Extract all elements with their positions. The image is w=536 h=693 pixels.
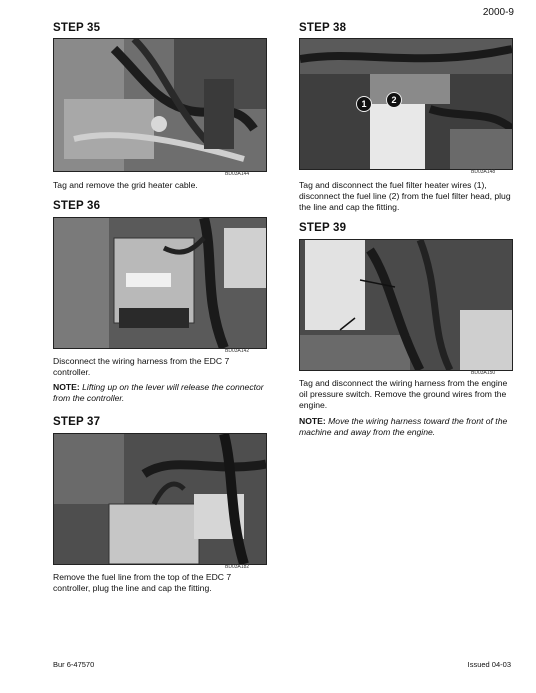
footer-document-number: Bur 6-47570	[53, 660, 95, 669]
step-35-figure-code: BD03A144	[225, 171, 250, 177]
step-39-note	[299, 416, 512, 438]
step-37-text: Remove the fuel line from the top of the EDC 7 controller, plug the line and cap the fitting.	[53, 572, 232, 593]
page-number: 2000-9	[482, 7, 514, 18]
step-38-figure-code: BD03A148	[471, 169, 496, 175]
step-39-note-label: NOTE:	[299, 416, 326, 426]
step-37-photo	[53, 433, 267, 565]
step-39-note-text: Move the wiring harness toward the front of the machine and away from the engine.	[299, 416, 508, 437]
step-36-figure-code: BD03A142	[225, 348, 250, 354]
step-36-text: Disconnect the wiring harness from the EDC 7 controller.	[53, 356, 230, 377]
step-36-note-text: Lifting up on the lever will release the connector from the controller.	[53, 382, 264, 403]
step-38-photo	[299, 38, 513, 170]
step-39-text: Tag and disconnect the wiring harness from the engine oil pressure switch. Remove the ground wires from the engine.	[299, 378, 508, 410]
footer-issued-date: Issued 04-03	[467, 660, 511, 669]
step-35-text: Tag and remove the grid heater cable.	[53, 180, 198, 190]
callout-2: 2	[386, 92, 402, 108]
step-39-figure-code: BD03A150	[471, 370, 496, 376]
step-38-title: STEP 38	[299, 22, 347, 34]
step-36-note-label: NOTE:	[53, 382, 80, 392]
step-35-photo	[53, 38, 267, 172]
step-39-photo	[299, 239, 513, 371]
callout-1: 1	[356, 96, 372, 112]
step-38-text: Tag and disconnect the fuel filter heater wires (1), disconnect the fuel line (2) from the fuel filter head, plug the line and cap the fitting.	[299, 180, 511, 212]
step-37-title: STEP 37	[53, 416, 101, 428]
step-36-note	[53, 382, 266, 404]
step-37-figure-code: BD03A182	[225, 564, 250, 570]
step-35-title: STEP 35	[53, 22, 101, 34]
step-39-title: STEP 39	[299, 222, 347, 234]
step-36-photo	[53, 217, 267, 349]
step-36-title: STEP 36	[53, 200, 101, 212]
